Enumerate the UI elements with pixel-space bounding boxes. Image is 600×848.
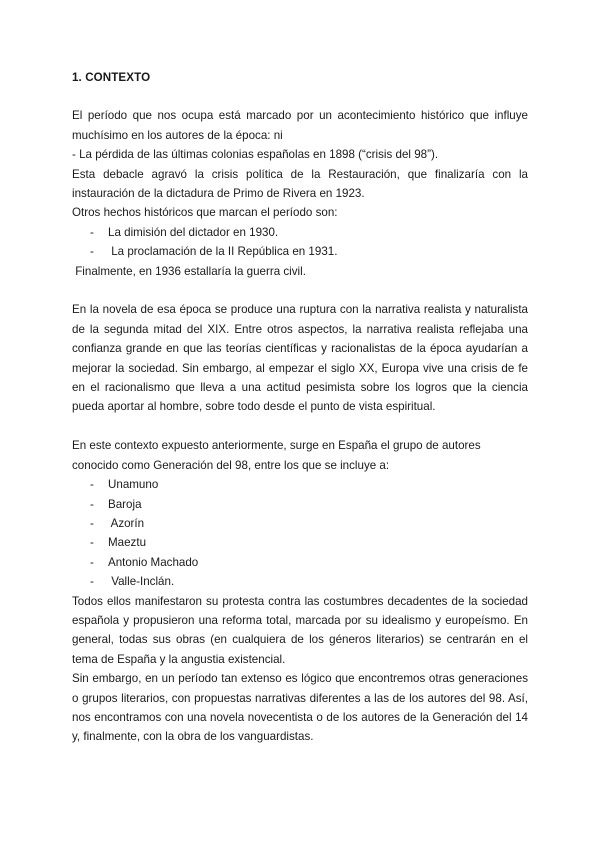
- author-name: Antonio Machado: [108, 555, 199, 569]
- dash-bullet: -: [90, 555, 94, 569]
- generation-intro-paragraph: En este contexto expuesto anteriormente, surge en España el grupo de autores conocido como Generación del 98, entre los que se incluye a:: [72, 439, 481, 472]
- list-item: [72, 223, 528, 242]
- paragraph-gap: [72, 417, 528, 436]
- protest-paragraph: Todos ellos manifestaron su protesta contra las costumbres decadentes de la sociedad española y propusieron una reforma total, marcada por su idealismo y europeísmo. En general, todas sus obras (en cualquiera de los géneros literarios) se centrarán en el tema de España y la angustia existencial.: [72, 594, 528, 666]
- dash-bullet: -: [90, 516, 94, 530]
- list-item: [72, 572, 528, 591]
- restoration-crisis-paragraph: Esta debacle agravó la crisis política de la Restauración, que finalizaría con la instauración de la dictadura de Primo de Rivera en 1923.: [72, 167, 528, 201]
- document-body: [72, 68, 528, 747]
- author-name: Azorín: [108, 516, 145, 530]
- paragraph-gap: [72, 281, 528, 300]
- dash-bullet: -: [90, 478, 94, 492]
- authors-list: [72, 475, 528, 591]
- list-item: [72, 533, 528, 552]
- colonies-loss-line: - La pérdida de las últimas colonias españolas en 1898 (“crisis del 98”).: [72, 148, 439, 162]
- dash-bullet: -: [90, 536, 94, 550]
- dash-bullet: -: [90, 497, 94, 511]
- closing-paragraph: Sin embargo, en un período tan extenso es lógico que encontremos otras generaciones o grupos literarios, con propuestas narrativas diferentes a las de los autores del 98. Así, nos encontramos con una novela novecentista o de los autores de la Generación del 14 y, finalmente, con la obra de los vanguardistas.: [72, 672, 528, 744]
- author-name: Baroja: [108, 497, 142, 511]
- author-name: Maeztu: [108, 536, 147, 550]
- intro-paragraph: El período que nos ocupa está marcado por un acontecimiento histórico que influye muchísimo en los autores de la época: ni: [72, 109, 528, 142]
- list-item: [72, 495, 528, 514]
- events-list: [72, 223, 528, 262]
- dash-bullet: -: [90, 225, 94, 239]
- dash-bullet: -: [90, 575, 94, 589]
- author-name: Unamuno: [108, 478, 159, 492]
- list-item: [72, 553, 528, 572]
- dash-bullet: -: [90, 245, 94, 259]
- civil-war-line: Finalmente, en 1936 estallaría la guerra civil.: [72, 264, 306, 278]
- event-text: La dimisión del dictador en 1930.: [108, 225, 279, 239]
- list-item: [72, 475, 528, 494]
- list-item: [72, 514, 528, 533]
- novel-paragraph: En la novela de esa época se produce una ruptura con la narrativa realista y naturalista de la segunda mitad del XIX. Entre otros aspectos, la narrativa realista reflejaba una confianza grande en que las teorías científicas y racionalistas de la época ayudarían a mejorar la sociedad. Sin embargo, al empezar el siglo XX, Europa vive una crisis de fe en el racionalismo que lleva a una actitud pesimista sobre los logros que la ciencia pueda aportar al hombre, sobre todo desde el punto de vista espiritual.: [72, 303, 528, 414]
- other-events-intro: Otros hechos históricos que marcan el período son:: [72, 206, 338, 220]
- list-item: [72, 242, 528, 261]
- author-name: Valle-Inclán.: [108, 575, 175, 589]
- section-heading: 1. CONTEXTO: [72, 71, 151, 84]
- event-text: La proclamación de la II República en 1931.: [108, 245, 338, 259]
